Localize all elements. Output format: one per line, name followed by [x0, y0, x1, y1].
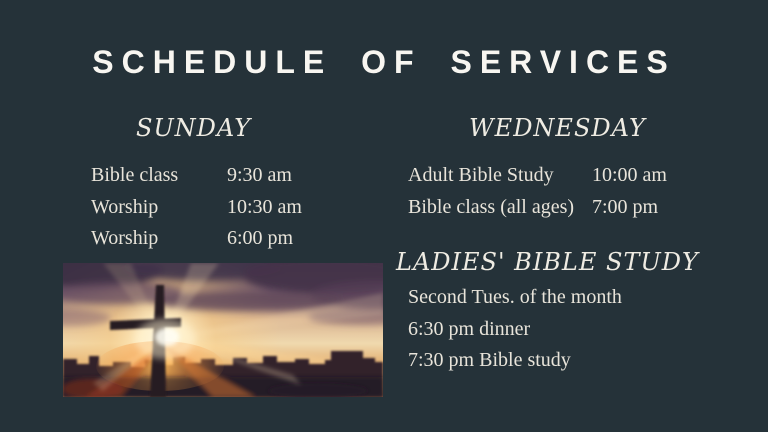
detail-line: 7:30 pm Bible study [408, 349, 571, 371]
wednesday-schedule [408, 160, 708, 223]
sunday-heading: SUNDAY [136, 114, 252, 142]
schedule-row [91, 223, 331, 255]
service-label: Bible class [91, 164, 179, 186]
schedule-row [91, 192, 331, 224]
service-time: 7:00 pm [592, 195, 659, 218]
cross-sunset-photo [63, 263, 383, 397]
sunday-schedule [91, 160, 331, 255]
service-time: 9:30 am [227, 164, 292, 186]
service-time: 10:30 am [227, 195, 302, 218]
detail-line: 6:30 pm dinner [408, 317, 531, 340]
service-label: Worship [91, 227, 159, 249]
ladies-bible-study-details [408, 282, 708, 377]
service-label: Adult Bible Study [408, 164, 554, 186]
ladies-bible-study-heading: LADIES' BIBLE STUDY [396, 248, 699, 276]
schedule-row [408, 192, 708, 224]
service-label: Bible class (all ages) [408, 195, 575, 218]
photo-illustration [63, 263, 383, 397]
service-time: 6:00 pm [227, 227, 294, 249]
schedule-row [408, 160, 708, 192]
schedule-row [91, 160, 331, 192]
service-time: 10:00 am [592, 164, 667, 186]
page-title: SCHEDULE OF SERVICES [92, 44, 676, 80]
service-label: Worship [91, 195, 159, 218]
detail-line: Second Tues. of the month [408, 286, 622, 308]
wednesday-heading: WEDNESDAY [469, 114, 646, 142]
